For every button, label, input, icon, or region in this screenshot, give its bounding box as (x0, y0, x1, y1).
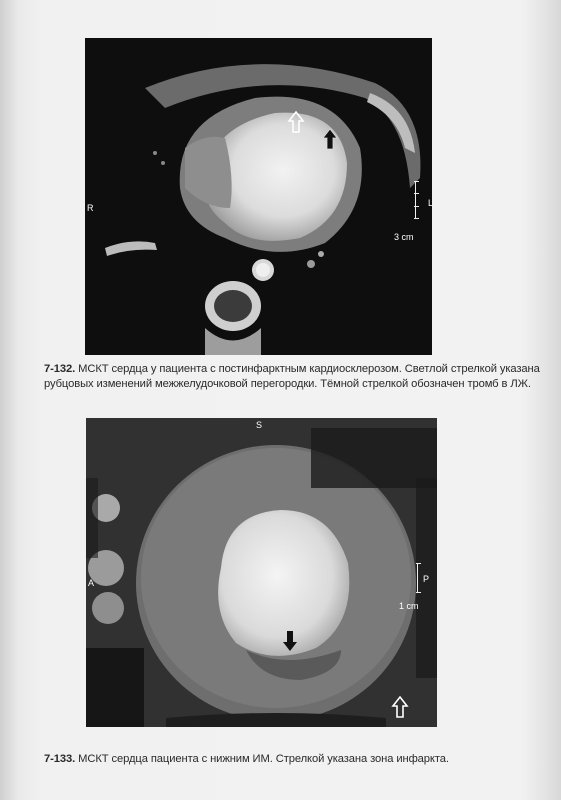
ct-scan-axial (85, 38, 432, 355)
label-posterior: P (423, 574, 430, 584)
figure-1-caption-line-2: рубцовых изменений межжелудочковой перегородки. Тёмной стрелкой обозначен тромб в ЛЖ. (44, 378, 531, 390)
label-left: L (428, 198, 434, 208)
ct-scan-short-axis (86, 418, 437, 727)
ct-image-figure-1 (85, 38, 432, 355)
figure-1-number: 7-132. (44, 363, 76, 375)
label-superior: S (256, 420, 263, 430)
figure-2-caption-text: МСКТ сердца пациента с нижним ИМ. Стрелкой указана зона инфаркта. (75, 753, 449, 765)
scale-label: 3 cm (394, 232, 414, 242)
figure-1-caption-line-1 (44, 362, 540, 377)
scale-bar (414, 181, 416, 219)
scale-label: 1 cm (399, 601, 419, 611)
solid-arrow-icon (282, 630, 298, 652)
solid-arrow-icon (322, 128, 338, 150)
open-arrow-icon (288, 111, 304, 133)
scale-bar (416, 563, 418, 593)
figure-2-caption (44, 752, 449, 767)
open-arrow-icon (392, 696, 408, 718)
label-anterior: A (88, 578, 95, 588)
label-right: R (87, 203, 94, 213)
figure-1-caption-text: МСКТ сердца у пациента с постинфарктным кардиосклерозом. Светлой стрелкой указана (75, 363, 540, 375)
ct-image-figure-2 (86, 418, 437, 727)
figure-2-number: 7-133. (44, 753, 76, 765)
